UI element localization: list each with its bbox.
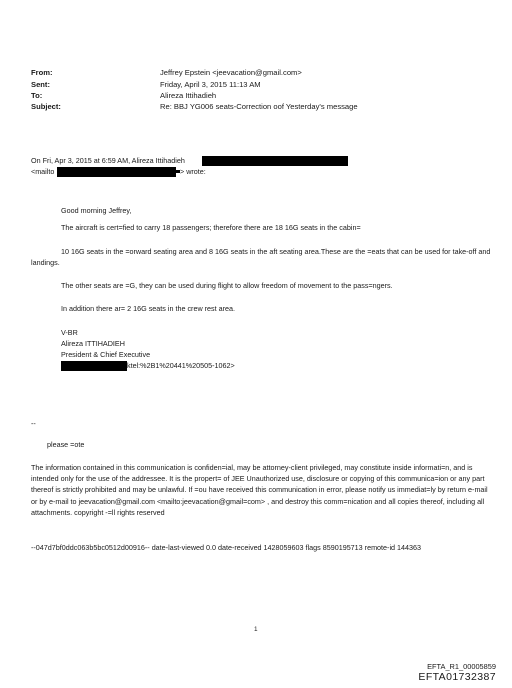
message-id-line: --047d7bf0ddc063b5bc0512d00916-- date-last-viewed 0.0 date-received 1428059603 flags 8590195713 remote-id 144363	[31, 543, 422, 552]
separator-dashes: --	[31, 419, 36, 428]
body-paragraph-4: In addition there ar= 2 16G seats in the crew rest area.	[61, 304, 235, 313]
signature-tel: ktel:%2B1%20441%20505-1062>	[127, 361, 235, 370]
subject-value: Re: BBJ YG006 seats-Correction oof Yesterday's message	[160, 102, 358, 111]
signature-title: President & Chief Executive	[61, 350, 151, 359]
quote-mailto-suffix: > wrote:	[180, 167, 206, 176]
redaction-block	[61, 361, 127, 371]
body-paragraph-3: The other seats are =G, they can be used during flight to allow freedom of movement to the pass=ngers.	[61, 281, 393, 290]
quote-mailto-prefix: <mailto	[31, 167, 55, 176]
from-value: Jeffrey Epstein <jeevacation@gmail.com>	[160, 68, 302, 77]
sent-value: Friday, April 3, 2015 11:13 AM	[160, 80, 261, 89]
to-label: To:	[31, 91, 43, 100]
redaction-block	[57, 167, 176, 177]
from-label: From:	[31, 68, 53, 77]
redaction-block	[202, 156, 348, 166]
disclaimer-text: The information contained in this communication is confiden=ial, may be attorney-client privileged, may constitute inside informati=n, and is intended only for the use of the addressee. It is the propert= of JEE Unauthorized use, disclosure or copying of this communica=ion or any part thereof is strictly prohibited and may be unlawful. If =ou have received this communication in error, please notify us immediat=ly by return e-mail or by e-mail to jeevacation@gmail.com <mailto:jeevacation@gmail=com> , and destroy this comm=nication and all copies thereof, including all attachments. copyright -=ll rights reserved	[31, 463, 488, 517]
subject-label: Subject:	[31, 102, 61, 111]
body-paragraph-2: 10 16G seats in the =orward seating area and 8 16G seats in the aft seating area.These are the =eats that can be used for take-off and landings.	[31, 247, 491, 268]
sent-label: Sent:	[31, 80, 50, 89]
signature-name: Alireza ITTIHADIEH	[61, 339, 125, 348]
page-number: 1	[254, 626, 258, 633]
greeting: Good morning Jeffrey,	[61, 206, 132, 215]
footer-ref-small: EFTA_R1_00005859	[427, 662, 496, 671]
quote-line-1: On Fri, Apr 3, 2015 at 6:59 AM, Alireza Ittihadieh	[31, 156, 185, 165]
signature-vbr: V-BR	[61, 328, 78, 337]
body-paragraph-1: The aircraft is cert=fied to carry 18 passengers; therefore there are 18 16G seats in the cabin=	[61, 223, 361, 232]
please-note: please =ote	[47, 440, 85, 449]
footer-ref-large: EFTA01732387	[418, 671, 496, 683]
to-value: Alireza Ittihadieh	[160, 91, 217, 100]
